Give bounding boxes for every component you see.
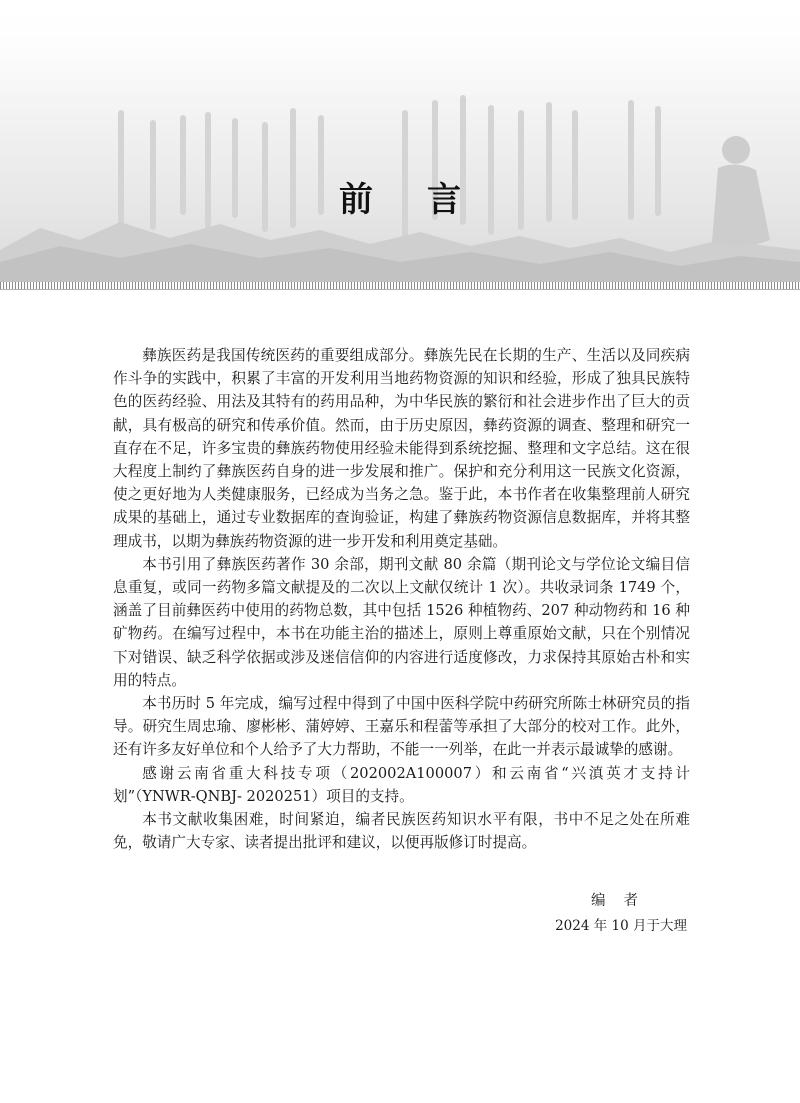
paragraph: 感谢云南省重大科技专项（202002A100007）和云南省“兴滇英才支持计划”（YNWR-QNBJ- 2020251）项目的支持。: [113, 764, 690, 805]
paragraph: 本书引用了彝族医药著作 30 余部，期刊文献 80 余篇（期刊论文与学位论文编目信息重复，或同一药物多篇文献提及的二次以上文献仅统计 1 次）。共收录词条 1749 个，涵盖了目前彝医药中使用的药物总数，其中包括 1526 种植物药、207 种动物药和 16 种矿物药。在编写过程中，本书在功能主治的描述上，原则上尊重原始文献，只在个别情况下对错误、缺乏科学依据或涉及迷信信仰的内容进行适度修改，力求保持其原始古朴和实用的特点。: [113, 555, 690, 689]
header-banner: [0, 0, 800, 282]
paragraph: 本书历时 5 年完成，编写过程中得到了中国中医科学院中药研究所陈士林研究员的指导。研究生周忠瑜、廖彬彬、蒲婷婷、王嘉乐和程蕾等承担了大部分的校对工作。此外，还有许多友好单位和个人给予了大力帮助，不能一一列举，在此一并表示最诚挚的感谢。: [113, 695, 690, 759]
page-title: 前言: [339, 180, 515, 220]
paragraph: 本书文献收集困难，时间紧迫，编者民族医药知识水平有限，书中不足之处在所难免，敬请广大专家、读者提出批评和建议，以便再版修订时提高。: [113, 811, 690, 852]
decorative-calligraphy-landscape: [0, 0, 800, 282]
divider-line: [0, 289, 800, 290]
author-signature: 编者: [591, 893, 656, 909]
signature-date: 2024 年 10 月于大理: [555, 918, 687, 934]
preface-body: [113, 344, 690, 854]
paragraph: 彝族医药是我国传统医药的重要组成部分。彝族先民在长期的生产、生活以及同疾病作斗争的实践中，积累了丰富的开发利用当地药物资源的知识和经验，形成了独具民族特色的医药经验、用法及其特有的药用品种，为中华民族的繁衍和社会进步作出了巨大的贡献，具有极高的研究和传承价值。然而，由于历史原因，彝药资源的调查、整理和研究一直存在不足，许多宝贵的彝族药物使用经验未能得到系统挖掘、整理和文字总结。这在很大程度上制约了彝族医药自身的进一步发展和推广。保护和充分利用这一民族文化资源，使之更好地为人类健康服务，已经成为当务之急。鉴于此，本书作者在收集整理前人研究成果的基础上，通过专业数据库的查询验证，构建了彝族药物资源信息数据库，并将其整理成书，以期为彝族药物资源的进一步开发和利用奠定基础。: [113, 347, 690, 550]
